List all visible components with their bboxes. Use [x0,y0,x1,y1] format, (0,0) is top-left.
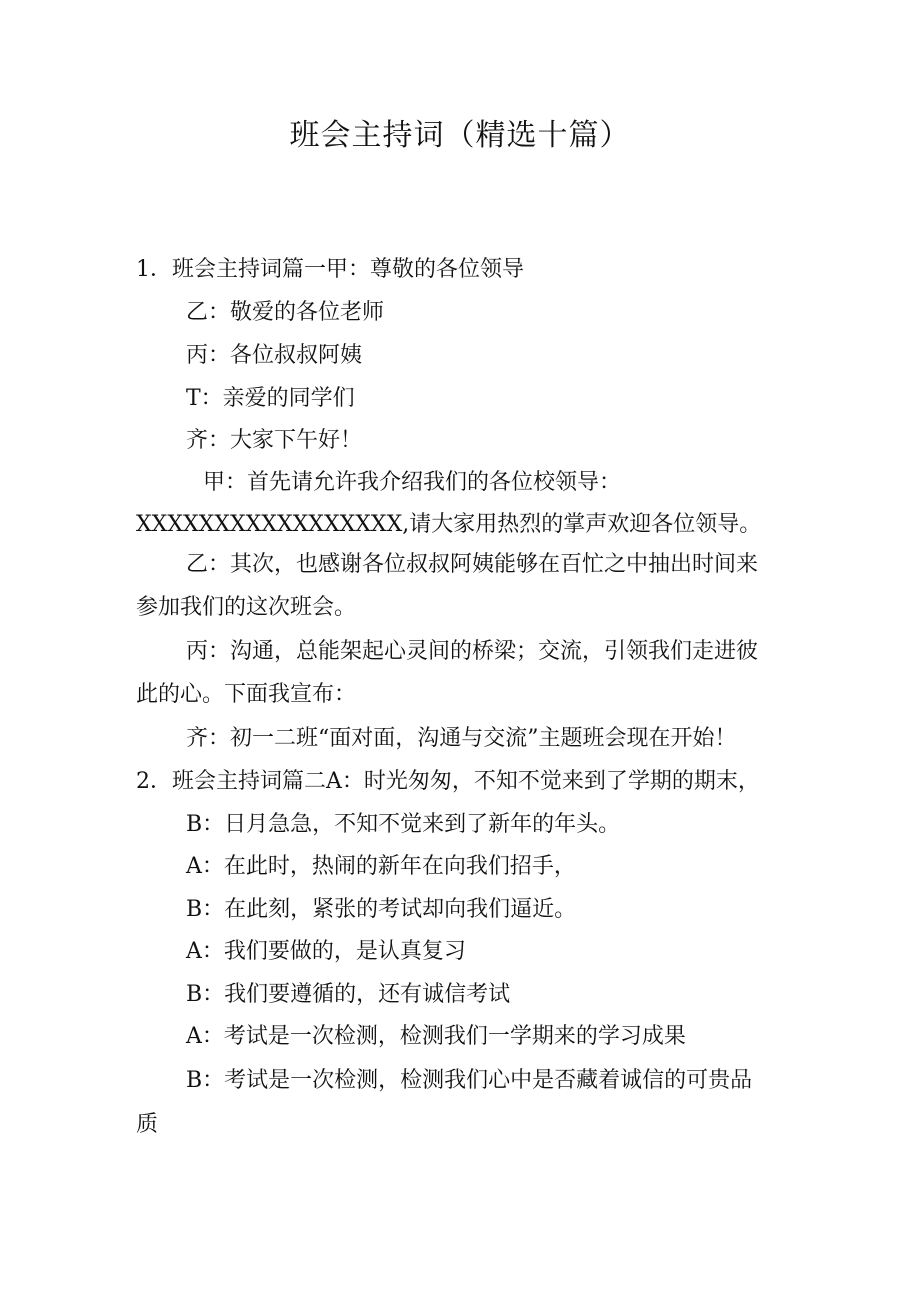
text-line: 乙：其次，也感谢各位叔叔阿姨能够在百忙之中抽出时间来 [186,552,759,577]
text-line: 齐：大家下午好！ [186,428,363,453]
text-line: 参加我们的这次班会。 [136,595,357,620]
text-line: 1．班会主持词篇一甲：尊敬的各位领导 [136,257,524,282]
text-line: A：在此时，热闹的新年在向我们招手， [186,854,576,879]
text-line: B：我们要遵循的，还有诚信考试 [186,982,511,1007]
text-line: B：在此刻，紧张的考试却向我们逼近。 [186,897,577,922]
text-line: 乙：敬爱的各位老师 [186,300,385,325]
text-line: A：我们要做的，是认真复习 [186,939,466,964]
text-line: T：亲爱的同学们 [186,386,355,411]
text-line: 丙：沟通，总能架起心灵间的桥梁；交流，引领我们走进彼 [186,639,759,664]
text-line: 此的心。下面我宣布： [136,682,357,707]
text-line: 2．班会主持词篇二A：时光匆匆，不知不觉来到了学期的期末， [136,769,760,794]
text-line: 甲：首先请允许我介绍我们的各位校领导： [203,470,622,495]
text-line: XXXXXXXXXXXXXXXXX,请大家用热烈的掌声欢迎各位领导。 [136,512,762,537]
text-line: 齐：初一二班“面对面，沟通与交流”主题班会现在开始！ [186,726,737,751]
text-line: A：考试是一次检测，检测我们一学期来的学习成果 [186,1024,686,1049]
text-line: 质 [136,1112,159,1137]
document-title: 班会主持词（精选十篇） [289,118,631,153]
text-line: B：日月急急，不知不觉来到了新年的年头。 [186,812,621,837]
text-line: B：考试是一次检测，检测我们心中是否藏着诚信的可贵品 [186,1068,753,1093]
text-line: 丙：各位叔叔阿姨 [186,343,363,368]
